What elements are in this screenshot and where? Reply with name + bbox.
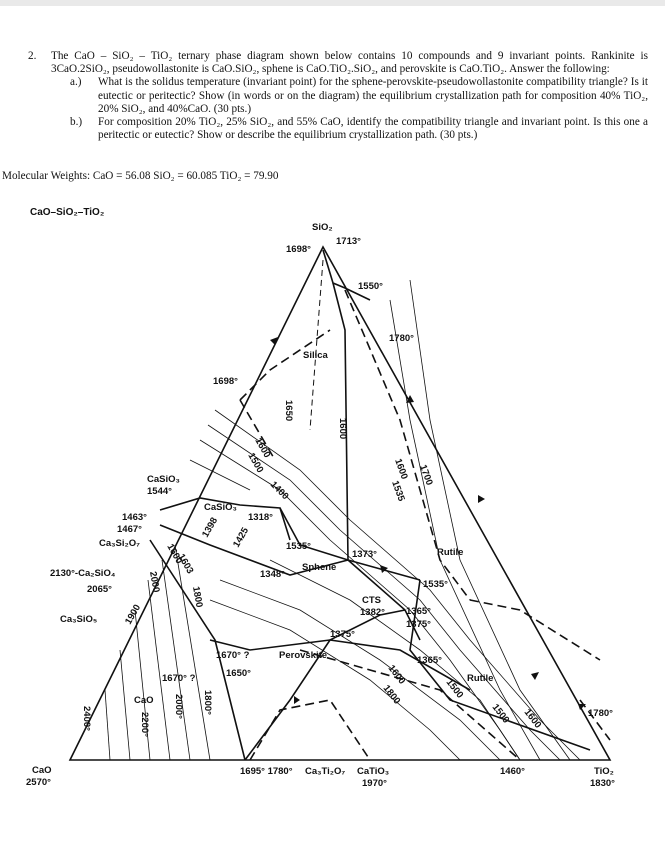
iso-1600-c: 1600 <box>392 457 410 481</box>
triangle-outline <box>70 247 610 760</box>
iso-1800-c: 1800 <box>190 585 205 609</box>
iso-1500-b: 1500 <box>443 677 466 701</box>
iso-1600-e: 1600 <box>521 707 544 731</box>
iso-1603: 1603 <box>175 552 196 576</box>
t2065: 2065° <box>87 584 112 595</box>
cao-field: CaO <box>134 695 154 706</box>
question-number: 2. <box>28 50 37 62</box>
t2570: 2570° <box>26 777 51 788</box>
ca3si2o7: Ca₃Si₂O₇ <box>99 538 140 549</box>
t1713: 1713° <box>336 236 361 247</box>
t1348: 1348° <box>260 569 285 580</box>
t1698-left: 1698° <box>213 376 238 387</box>
t1535-a: 1535° <box>286 541 311 552</box>
iso-1535: 1535 <box>389 479 407 503</box>
part-a-text: What is the solidus temperature (invariant point) for the sphene-perovskite-pseudowollastonite compatibility triangle? Is it eutectic or peritectic? Show (in words or on the diagram) the equilibrium crystallization path for composition 40% TiO₂, 20% SiO₂, and 40%CaO. (30 pts.) <box>98 76 648 115</box>
casio3-field: CaSiO₃ <box>204 502 237 513</box>
t1970: 1970° <box>362 778 387 789</box>
iso-2000-a: 2000° <box>173 694 184 719</box>
iso-1500-a: 1500 <box>245 451 266 475</box>
t1550: 1550° <box>358 281 383 292</box>
t1670-a: 1670° ? <box>216 650 250 661</box>
t1467: 1467° <box>117 524 142 535</box>
iso-1800-b: 1800° <box>202 690 213 715</box>
part-b-text: For composition 20% TiO₂, 25% SiO₂, and 55% CaO, identify the compatibility triangle and invariant point. Is this one a peritectic or eutectic? Show or describe the equilibrium crystallization path. (30 pts.) <box>98 116 648 142</box>
cao-corner: CaO <box>32 765 52 776</box>
t1650: 1650° <box>226 668 251 679</box>
iso-1600-b: 1600 <box>252 436 273 460</box>
iso-2200: 2200° <box>139 712 150 737</box>
t2130-ca2sio4: 2130°-Ca₂SiO₄ <box>50 568 116 579</box>
iso-1700: 1700 <box>417 463 435 487</box>
t1365-a: 1365° <box>406 606 431 617</box>
t1544: 1544° <box>147 486 172 497</box>
iso-1398: 1398 <box>200 515 221 540</box>
iso-1500-c: 1500 <box>489 702 512 726</box>
t1535-b: 1535° <box>423 579 448 590</box>
t1463: 1463° <box>122 512 147 523</box>
ca3ti2o7: Ca₃Ti₂O₇ <box>305 766 346 777</box>
t1830: 1830° <box>590 778 615 789</box>
rutile-field-1: Rutile <box>437 547 464 558</box>
t1375-a: 1375° <box>406 619 431 630</box>
t1460: 1460° <box>500 766 525 777</box>
iso-2400: 2400° <box>81 706 92 731</box>
silica-field: Silica <box>303 350 328 361</box>
t1780-right: 1780° <box>389 333 414 344</box>
cts: CTS <box>362 595 381 606</box>
dashed-boundaries <box>240 290 610 760</box>
bottom-temps: 1695° 1780° <box>240 766 293 777</box>
iso-2000-b: 2000 <box>147 570 162 594</box>
question-intro: The CaO – SiO₂ – TiO₂ ternary phase diagram shown below contains 10 compounds and 9 invariant points. Rankinite is 3CaO.2SiO₂, pseudowollastonite is CaO.SiO₂, sphene is CaO.TiO₂.SiO₂, and perovskite is CaO.TiO₂. Answer the following: <box>51 50 648 76</box>
t1698-top: 1698° <box>286 244 311 255</box>
t1780-corner: 1780° <box>588 708 613 719</box>
sio2-corner: SiO₂ <box>312 222 333 233</box>
t1373: 1373° <box>352 549 377 560</box>
part-b-label: b.) <box>70 116 83 129</box>
sphene-field: Sphene <box>302 562 337 573</box>
rutile-field-2: Rutile <box>467 673 494 684</box>
isotherms <box>105 280 580 760</box>
iso-1600-d: 1600 <box>385 663 408 687</box>
t1382: 1382° <box>360 607 385 618</box>
iso-1650-a: 1650 <box>283 400 294 422</box>
molecular-weights: Molecular Weights: CaO = 56.08 SiO₂ = 60.085 TiO₂ = 79.90 <box>2 170 279 182</box>
perovskite-field: Perovskite <box>279 650 328 661</box>
t1670-b: 1670° ? <box>162 673 196 684</box>
iso-1900: 1900 <box>123 602 144 627</box>
iso-1800-a: 1800 <box>380 683 403 707</box>
t1318: 1318° <box>248 512 273 523</box>
part-a-label: a.) <box>70 76 82 89</box>
iso-1400: 1400 <box>267 479 291 503</box>
iso-1600-a: 1600 <box>337 418 348 440</box>
iso-1600-f: 1600 <box>164 542 185 566</box>
diagram-title: CaO–SiO₂–TiO₂ <box>30 207 105 218</box>
t1375-b: 1375° <box>330 629 355 640</box>
casio3-point: CaSiO₃ <box>147 474 180 485</box>
tio2-corner: TiO₂ <box>594 766 614 777</box>
ca3sio5: Ca₃SiO₅ <box>60 614 98 625</box>
iso-1425: 1425 <box>231 525 252 550</box>
catio3: CaTiO₃ <box>357 766 390 777</box>
t1365-b: 1365° <box>417 655 442 666</box>
